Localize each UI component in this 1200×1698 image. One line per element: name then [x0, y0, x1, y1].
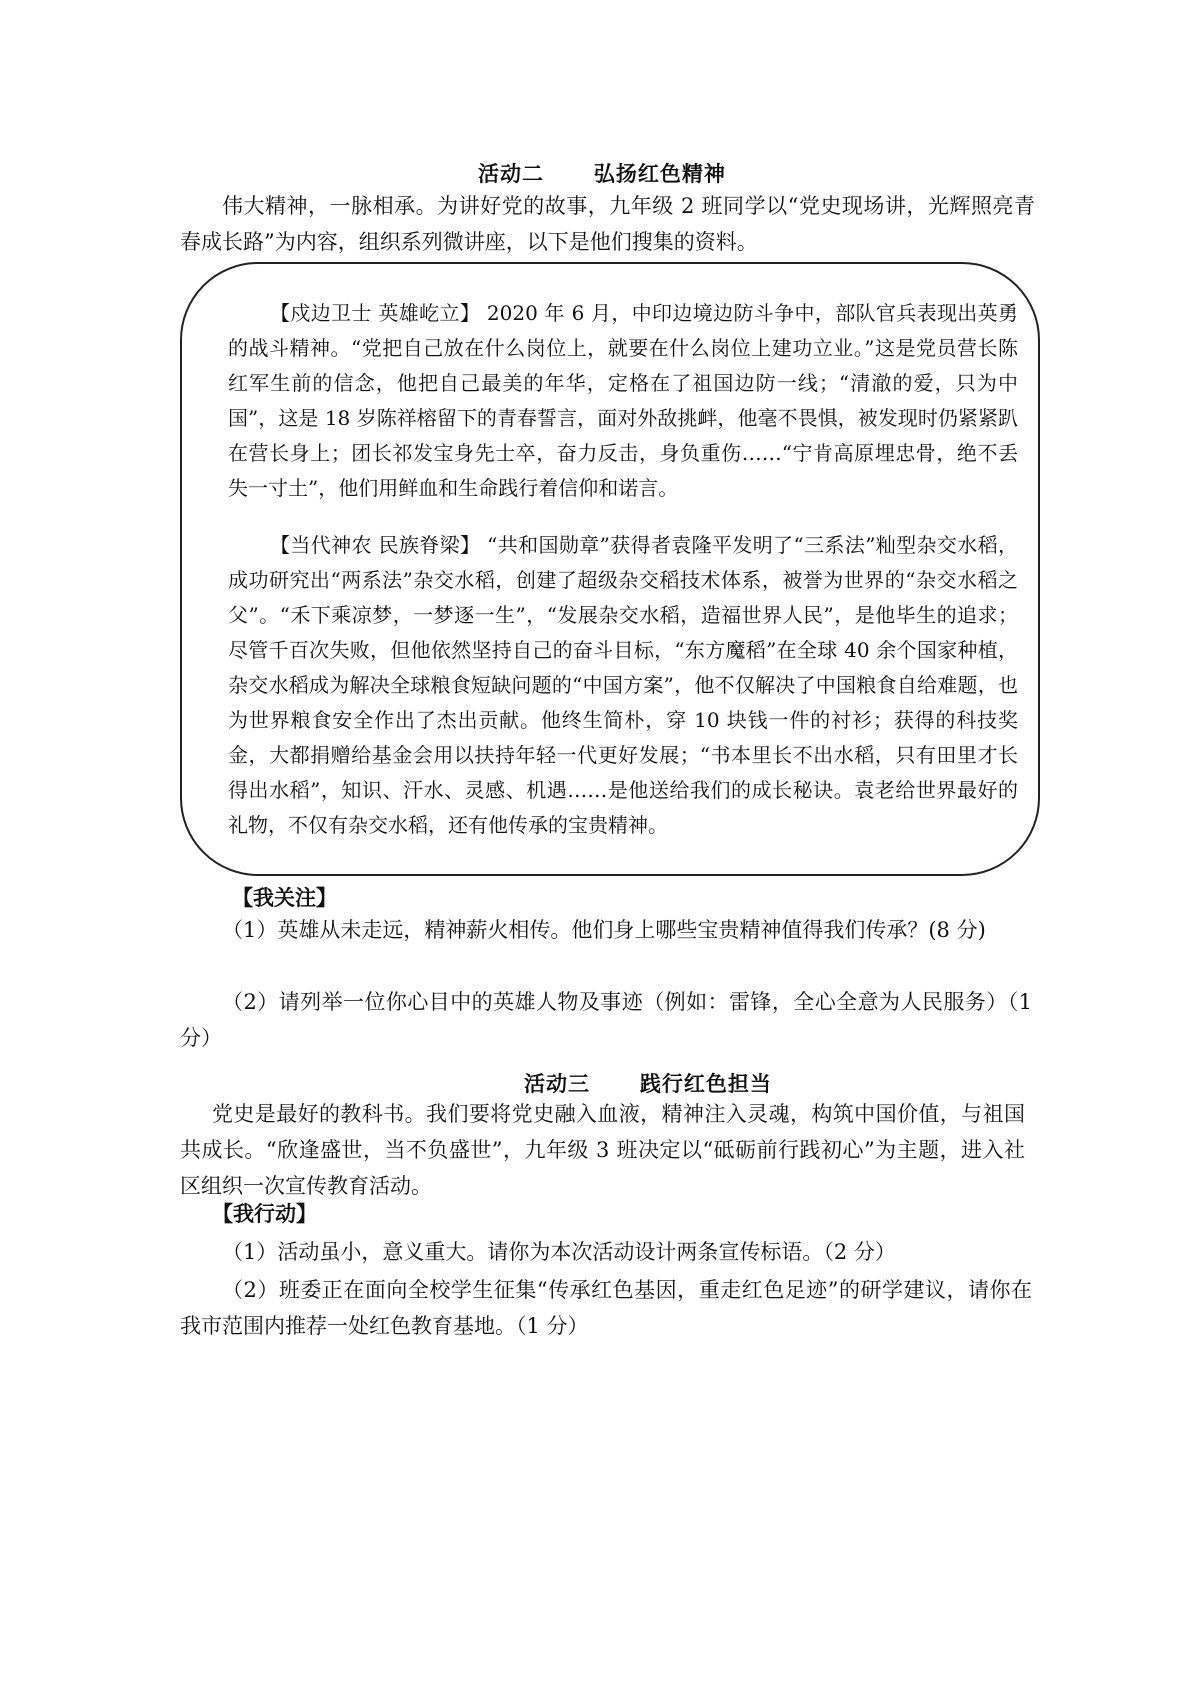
material-item2-lead: 【当代神农 民族脊梁】	[270, 533, 481, 557]
activity3-intro: 党史是最好的教科书。我们要将党史融入血液，精神注入灵魂，构筑中国价值，与祖国共成长。“欣逢盛世，当不负盛世”，九年级 3 班决定以“砥砺前行践初心”为主题，进入社区组织一次宣传教育活动。	[180, 1102, 1025, 1198]
action-heading: 【我行动】	[212, 1202, 317, 1226]
action-question-2: （2）班委正在面向全校学生征集“传承红色基因，重走红色足迹”的研学建议，请你在我市范围内推荐一处红色教育基地。（1 分）	[180, 1278, 1032, 1338]
action-question-1: （1）活动虽小，意义重大。请你为本次活动设计两条宣传标语。（2 分）	[222, 1240, 896, 1264]
activity2-intro: 伟大精神，一脉相承。为讲好党的故事，九年级 2 班同学以“党史现场讲，光辉照亮青春成长路”为内容，组织系列微讲座，以下是他们搜集的资料。	[180, 194, 1035, 254]
material-item-border-guards	[228, 296, 1018, 506]
focus-question-1: （1）英雄从未走远，精神薪火相传。他们身上哪些宝贵精神值得我们传承？(8 分)	[222, 918, 986, 942]
activity3-title: 活动三 践行红色担当	[524, 1072, 772, 1096]
focus-heading: 【我关注】	[232, 886, 337, 910]
material-item1-lead: 【戍边卫士 英雄屹立】	[270, 301, 481, 325]
focus-question-2: （2）请列举一位你心目中的英雄人物及事迹（例如：雷锋，全心全意为人民服务）（1 分）	[180, 990, 1032, 1050]
activity2-title: 活动二 弘扬红色精神	[478, 162, 726, 186]
material-item2-text: “共和国勋章”获得者袁隆平发明了“三系法”籼型杂交水稻，成功研究出“两系法”杂交水稻，创建了超级杂交稻技术体系，被誉为世界的“杂交水稻之父”。“禾下乘凉梦，一梦逐一生”，“发展杂交水稻，造福世界人民”，是他毕生的追求；尽管千百次失败，但他依然坚持自己的奋斗目标，“东方魔稻”在全球 40 余个国家种植，杂交水稻成为解决全球粮食短缺问题的“中国方案”，他不仅解决了中国粮食自给难题，也为世界粮食安全作出了杰出贡献。他终生简朴，穿 10 块钱一件的衬衫；获得的科技奖金，大都捐赠给基金会用以扶持年轻一代更好发展；“书本里长不出水稻，只有田里才长得出水稻”，知识、汗水、灵感、机遇……是他送给我们的成长秘诀。袁老给世界最好的礼物，不仅有杂交水稻，还有他传承的宝贵精神。	[228, 533, 1018, 837]
material-item1-text: 2020 年 6 月，中印边境边防斗争中，部队官兵表现出英勇的战斗精神。“党把自己放在什么岗位上，就要在什么岗位上建功立业。”这是党员营长陈红军生前的信念，他把自己最美的年华，定格在了祖国边防一线；“清澈的爱，只为中国”，这是 18 岁陈祥榕留下的青春誓言，面对外敌挑衅，他毫不畏惧，被发现时仍紧紧趴在营长身上；团长祁发宝身先士卒，奋力反击，身负重伤……“宁肯高原埋忠骨，绝不丢失一寸土”，他们用鲜血和生命践行着信仰和诺言。	[228, 301, 1018, 500]
material-item-yuan-longping	[228, 528, 1018, 843]
